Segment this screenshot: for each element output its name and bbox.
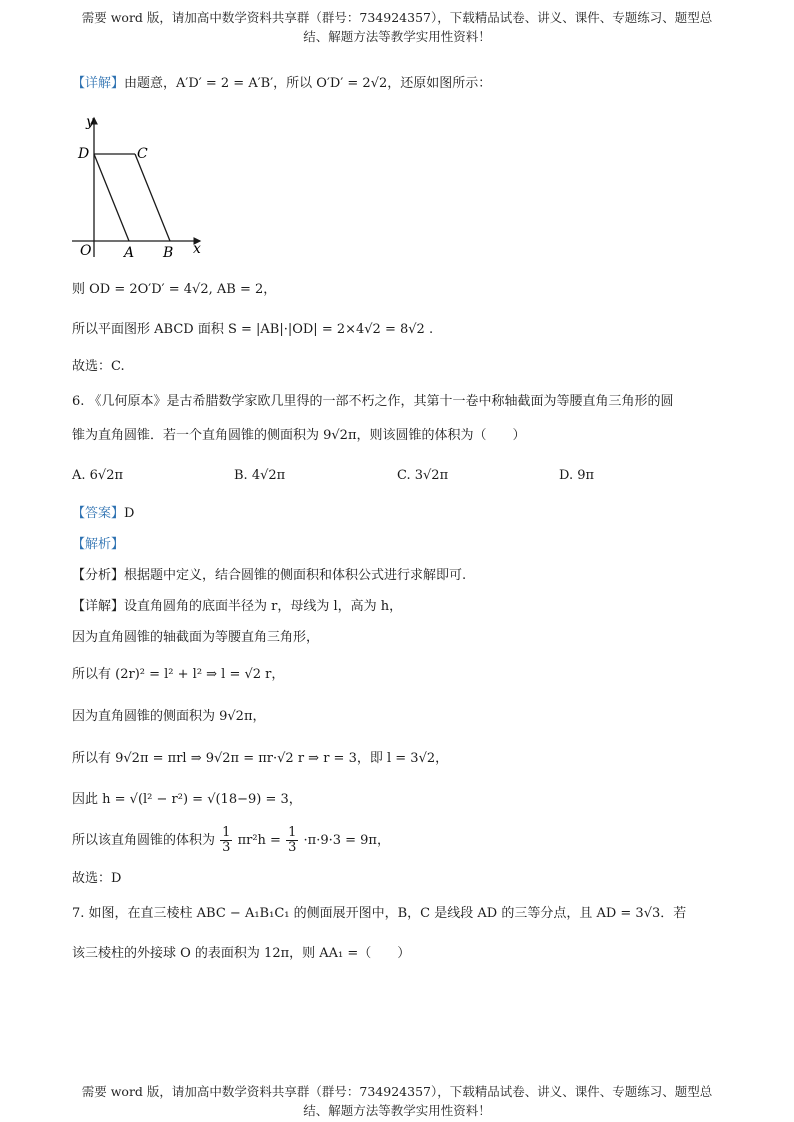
q6-step-6: [72, 826, 390, 855]
label-d: D: [78, 146, 90, 162]
segment-cb: [135, 154, 170, 241]
q5-od-line: 则 OD = 2O′D′ = 4√2, AB = 2，: [72, 282, 277, 297]
q7-stem-1: 7. 如图，在直三棱柱 ABC − A₁B₁C₁ 的侧面展开图中，B，C 是线段 AD 的三等分点，且 AD = 3√3．若: [72, 906, 687, 921]
fraction-numerator: 1: [222, 825, 231, 840]
parallelogram-figure: [72, 112, 212, 262]
fraction-denominator: 3: [222, 840, 231, 855]
label-o: O: [80, 243, 92, 259]
fraction-numerator-2: 1: [288, 825, 297, 840]
fraction-one-third-2: [286, 826, 298, 855]
q5-detail-text: 由题意，A′D′ = 2 = A′B′，所以 O′D′ = 2√2，还原如图所示：: [124, 76, 492, 91]
q6-answer: [72, 504, 134, 524]
footer-line-2: 结、解题方法等教学实用性资料！: [303, 1103, 491, 1118]
page-footer: [40, 1082, 754, 1120]
q6-stem-1: 6. 《几何原本》是古希腊数学家欧几里得的一部不朽之作，其第十一卷中称轴截面为等腰直角三角形的圆: [72, 394, 674, 409]
header-line-1: 需要 word 版，请加高中数学资料共享群（群号：734924357），下载精品试卷、讲义、课件、专题练习、题型总: [81, 10, 713, 25]
label-c: C: [137, 146, 148, 162]
volume-prefix: 所以该直角圆锥的体积为: [72, 833, 216, 848]
page-header: [40, 8, 754, 46]
segment-da: [94, 154, 129, 241]
label-y: y: [86, 114, 94, 130]
q6-step-4: 所以有 9√2π = πrl ⇒ 9√2π = πr·√2 r ⇒ r = 3，即 l = 3√2，: [72, 751, 449, 766]
q5-area-line: 所以平面图形 ABCD 面积 S = |AB|·|OD| = 2×4√2 = 8√2 .: [72, 322, 434, 337]
fraction-denominator-2: 3: [288, 840, 297, 855]
q6-option-b: B. 4√2π: [234, 468, 286, 483]
analysis-tag: 【解析】: [72, 537, 125, 552]
label-b: B: [163, 245, 174, 261]
volume-result: ·π·9·3 = 9π，: [303, 833, 390, 848]
q6-detail: [72, 597, 402, 617]
fenxi-tag: 【分析】: [72, 568, 125, 583]
q6-choice: 故选：D: [72, 871, 122, 886]
q6-step-1: 因为直角圆锥的轴截面为等腰直角三角形，: [72, 630, 320, 645]
q5-detail: [72, 74, 491, 94]
answer-value: D: [124, 506, 135, 521]
footer-line-1: 需要 word 版，请加高中数学资料共享群（群号：734924357），下载精品试卷、讲义、课件、专题练习、题型总: [81, 1084, 713, 1099]
fraction-one-third: [220, 826, 232, 855]
q6-detail-text: 设直角圆角的底面半径为 r，母线为 l，高为 h，: [124, 599, 403, 614]
q6-step-2: 所以有 (2r)² = l² + l² ⇒ l = √2 r，: [72, 667, 285, 682]
header-line-2: 结、解题方法等教学实用性资料！: [303, 29, 491, 44]
q5-choice: 故选：C.: [72, 359, 125, 374]
label-a: A: [124, 245, 135, 261]
q6-option-a: A. 6√2π: [72, 468, 124, 483]
q6-option-d: D. 9π: [559, 468, 595, 483]
label-x: x: [193, 241, 201, 257]
volume-middle: πr²h =: [237, 833, 281, 848]
fenxi-text: 根据题中定义，结合圆锥的侧面积和体积公式进行求解即可.: [124, 568, 467, 583]
q6-step-5: 因此 h = √(l² − r²) = √(18−9) = 3，: [72, 792, 302, 807]
q7-stem-2: 该三棱柱的外接球 O 的表面积为 12π，则 AA₁ =（ ）: [72, 946, 411, 961]
answer-tag: 【答案】: [72, 506, 125, 521]
q6-analysis-tag: [72, 535, 124, 555]
detail-tag: 【详解】: [72, 76, 125, 91]
q6-step-3: 因为直角圆锥的侧面积为 9√2π，: [72, 709, 266, 724]
q6-option-c: C. 3√2π: [397, 468, 449, 483]
q6-fenxi: [72, 566, 466, 586]
q6-detail-tag: 【详解】: [72, 599, 125, 614]
q6-stem-2: 锥为直角圆锥．若一个直角圆锥的侧面积为 9√2π，则该圆锥的体积为（ ）: [72, 428, 526, 443]
